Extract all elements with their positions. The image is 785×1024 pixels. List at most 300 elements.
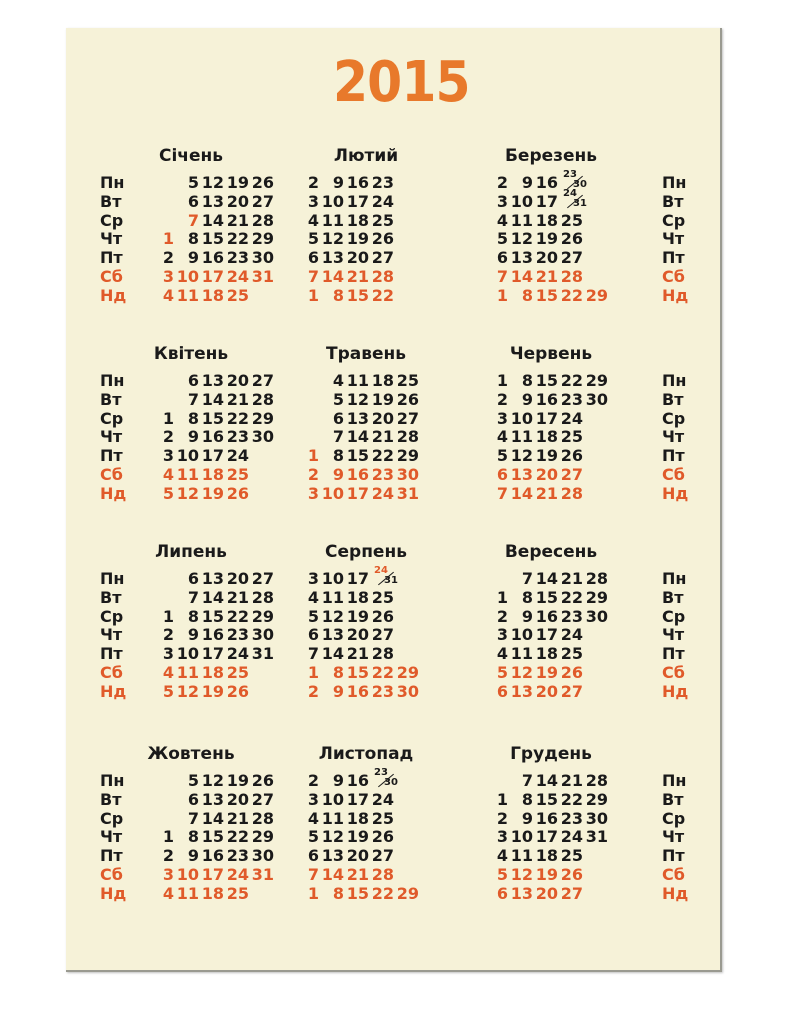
- month-block: [100, 344, 296, 514]
- calendar-day: 28: [251, 210, 274, 230]
- split-date-bottom: 30: [573, 179, 587, 190]
- calendar-day: 12: [201, 173, 224, 192]
- calendar-day: 10: [510, 827, 533, 847]
- calendar-day: 3: [496, 408, 508, 428]
- calendar-day: 8: [521, 285, 533, 305]
- calendar-day: 29: [396, 883, 419, 903]
- calendar-day: 28: [560, 483, 583, 503]
- calendar-day: 17: [201, 446, 224, 466]
- month-block: [291, 744, 471, 914]
- calendar-day: 29: [251, 606, 274, 626]
- weekday-label: Ср: [100, 808, 124, 828]
- weekday-label: Пн: [662, 371, 687, 390]
- calendar-day: 16: [346, 771, 369, 790]
- calendar-day: 5: [187, 771, 199, 790]
- weekday-label: Пт: [662, 846, 685, 866]
- calendar-day: 27: [251, 191, 274, 211]
- calendar-day: 26: [251, 771, 274, 790]
- calendar-day: 3: [307, 191, 319, 211]
- calendar-day: 23: [226, 625, 249, 645]
- calendar-day: 19: [201, 681, 224, 701]
- calendar-day: 24: [226, 644, 249, 664]
- calendar-day: 28: [396, 427, 419, 447]
- month-name: Червень: [509, 344, 593, 364]
- calendar-day: 11: [176, 663, 199, 682]
- calendar-day: 17: [346, 483, 369, 503]
- calendar-day: 12: [510, 446, 533, 466]
- calendar-day: 5: [307, 229, 319, 249]
- calendar-day: 6: [496, 883, 508, 903]
- calendar-day: 14: [321, 644, 344, 664]
- calendar-day: 3: [496, 191, 508, 211]
- calendar-day: 1: [162, 408, 174, 428]
- calendar-day: 11: [321, 808, 344, 828]
- split-date: [372, 767, 398, 791]
- calendar-day: 30: [251, 625, 274, 645]
- calendar-day: 1: [307, 285, 319, 305]
- calendar-day: 27: [251, 789, 274, 809]
- calendar-day: 19: [535, 663, 558, 682]
- weekday-label: Сб: [662, 465, 685, 484]
- calendar-day: 20: [346, 846, 369, 866]
- calendar-day: 17: [535, 191, 558, 211]
- calendar-day: 29: [585, 371, 608, 390]
- calendar-day: 1: [307, 883, 319, 903]
- calendar-day: 17: [201, 865, 224, 884]
- weekday-label: Пн: [662, 771, 687, 790]
- calendar-day: 2: [496, 808, 508, 828]
- calendar-day: 6: [496, 681, 508, 701]
- calendar-day: 29: [251, 229, 274, 249]
- calendar-day: 26: [396, 389, 419, 409]
- weekday-label: Пт: [100, 446, 123, 466]
- calendar-day: 22: [226, 827, 249, 847]
- calendar-day: 4: [162, 465, 174, 484]
- calendar-day: 28: [371, 267, 394, 286]
- weekday-label: Сб: [100, 465, 123, 484]
- calendar-day: 21: [346, 865, 369, 884]
- pocket-calendar-card: [66, 28, 722, 972]
- month-block: [100, 542, 296, 712]
- calendar-day: 18: [535, 427, 558, 447]
- calendar-day: 19: [346, 827, 369, 847]
- calendar-day: 25: [371, 587, 394, 607]
- calendar-day: 29: [396, 663, 419, 682]
- calendar-day: 26: [371, 827, 394, 847]
- weekday-label: Вт: [100, 587, 122, 607]
- calendar-day: 20: [226, 371, 249, 390]
- calendar-day: 9: [187, 846, 199, 866]
- calendar-day: 20: [535, 883, 558, 903]
- calendar-day: 21: [346, 267, 369, 286]
- calendar-day: 24: [560, 408, 583, 428]
- calendar-day: 17: [346, 569, 369, 588]
- weekday-label: Нд: [662, 681, 689, 701]
- calendar-day: 7: [307, 267, 319, 286]
- weekday-label: Нд: [100, 285, 127, 305]
- weekday-label: Пн: [100, 569, 125, 588]
- calendar-day: 15: [346, 285, 369, 305]
- weekday-label: Вт: [662, 587, 684, 607]
- calendar-day: 27: [251, 371, 274, 390]
- weekday-label: Ср: [662, 210, 686, 230]
- calendar-day: 7: [521, 569, 533, 588]
- calendar-day: 20: [535, 248, 558, 268]
- calendar-day: 15: [535, 587, 558, 607]
- calendar-day: 20: [535, 681, 558, 701]
- calendar-day: 24: [226, 267, 249, 286]
- calendar-day: 15: [201, 606, 224, 626]
- calendar-day: 18: [535, 210, 558, 230]
- calendar-day: 13: [510, 883, 533, 903]
- calendar-day: 3: [162, 446, 174, 466]
- calendar-day: 28: [585, 771, 608, 790]
- calendar-day: 9: [332, 465, 344, 484]
- calendar-day: 2: [496, 389, 508, 409]
- calendar-day: 12: [321, 827, 344, 847]
- calendar-day: 20: [346, 248, 369, 268]
- calendar-day: 1: [496, 285, 508, 305]
- calendar-day: 16: [535, 606, 558, 626]
- calendar-day: 12: [176, 681, 199, 701]
- split-date-bottom: 31: [384, 575, 398, 586]
- calendar-day: 5: [496, 229, 508, 249]
- calendar-day: 4: [307, 587, 319, 607]
- weekday-label: Ср: [662, 606, 686, 626]
- calendar-day: 15: [201, 229, 224, 249]
- calendar-day: 2: [162, 625, 174, 645]
- calendar-day: 11: [510, 210, 533, 230]
- calendar-day: 23: [371, 465, 394, 484]
- calendar-day: 25: [226, 465, 249, 484]
- calendar-day: 10: [510, 408, 533, 428]
- calendar-day: 9: [521, 389, 533, 409]
- calendar-day: 13: [321, 625, 344, 645]
- calendar-day: 22: [560, 371, 583, 390]
- calendar-day: 19: [535, 865, 558, 884]
- calendar-day: 7: [187, 587, 199, 607]
- weekday-label: Нд: [662, 883, 689, 903]
- month-name: Січень: [159, 146, 223, 166]
- calendar-day: 25: [560, 427, 583, 447]
- weekday-label: Вт: [662, 191, 684, 211]
- split-date-bottom: 30: [384, 777, 398, 788]
- calendar-day: 8: [332, 663, 344, 682]
- calendar-day: 18: [535, 644, 558, 664]
- weekday-label: Сб: [100, 663, 123, 682]
- calendar-day: 20: [346, 625, 369, 645]
- calendar-day: 30: [251, 427, 274, 447]
- calendar-day: 2: [307, 771, 319, 790]
- calendar-day: 30: [396, 681, 419, 701]
- calendar-day: 9: [521, 606, 533, 626]
- calendar-day: 16: [346, 465, 369, 484]
- month-name: Квітень: [153, 344, 229, 364]
- weekday-label: Чт: [100, 229, 123, 249]
- calendar-day: 23: [371, 173, 394, 192]
- calendar-day: 17: [535, 827, 558, 847]
- calendar-day: 20: [226, 569, 249, 588]
- month-block: [476, 344, 689, 514]
- calendar-day: 22: [226, 606, 249, 626]
- weekday-label: Чт: [662, 625, 685, 645]
- calendar-day: 15: [535, 285, 558, 305]
- calendar-day: 29: [585, 789, 608, 809]
- month-block: [291, 146, 471, 316]
- calendar-day: 30: [251, 248, 274, 268]
- calendar-day: 1: [162, 606, 174, 626]
- weekday-label: Вт: [100, 191, 122, 211]
- weekday-label: Сб: [100, 865, 123, 884]
- calendar-day: 9: [187, 427, 199, 447]
- calendar-day: 9: [521, 808, 533, 828]
- split-date: [561, 187, 587, 212]
- calendar-day: 4: [307, 808, 319, 828]
- calendar-day: 10: [321, 483, 344, 503]
- calendar-day: 24: [371, 191, 394, 211]
- calendar-day: 25: [371, 808, 394, 828]
- calendar-day: 4: [307, 210, 319, 230]
- calendar-day: 31: [585, 827, 608, 847]
- calendar-day: 17: [201, 644, 224, 664]
- calendar-day: 1: [307, 663, 319, 682]
- calendar-day: 24: [560, 625, 583, 645]
- calendar-day: 27: [560, 248, 583, 268]
- month-block: [291, 542, 471, 712]
- calendar-day: 22: [560, 789, 583, 809]
- calendar-day: 16: [535, 173, 558, 192]
- month-name: Лютий: [333, 146, 399, 166]
- calendar-day: 30: [585, 808, 608, 828]
- calendar-day: 3: [162, 644, 174, 664]
- calendar-day: 14: [535, 569, 558, 588]
- calendar-day: 24: [371, 789, 394, 809]
- calendar-day: 25: [226, 663, 249, 682]
- calendar-day: 9: [187, 248, 199, 268]
- calendar-day: 14: [201, 210, 224, 230]
- calendar-day: 28: [585, 569, 608, 588]
- calendar-day: 23: [560, 389, 583, 409]
- calendar-day: 29: [585, 285, 608, 305]
- month-name: Липень: [155, 542, 227, 562]
- calendar-day: 30: [251, 846, 274, 866]
- calendar-day: 8: [187, 229, 199, 249]
- calendar-day: 31: [251, 865, 274, 884]
- weekday-label: Пн: [100, 371, 125, 390]
- calendar-day: 20: [371, 408, 394, 428]
- calendar-day: 5: [162, 483, 174, 503]
- calendar-day: 1: [496, 371, 508, 390]
- weekday-label: Нд: [100, 483, 127, 503]
- calendar-day: 4: [496, 210, 508, 230]
- calendar-day: 2: [162, 248, 174, 268]
- calendar-day: 5: [496, 663, 508, 682]
- year-title: 2015: [333, 50, 470, 115]
- calendar-day: 3: [307, 483, 319, 503]
- calendar-day: 13: [201, 789, 224, 809]
- calendar-day: 13: [510, 465, 533, 484]
- calendar-day: 5: [332, 389, 344, 409]
- calendar-day: 19: [346, 606, 369, 626]
- calendar-day: 2: [162, 427, 174, 447]
- calendar-day: 26: [251, 173, 274, 192]
- calendar-day: 25: [560, 644, 583, 664]
- calendar-day: 27: [251, 569, 274, 588]
- calendar-day: 17: [346, 789, 369, 809]
- month-name: Березень: [504, 146, 598, 166]
- calendar-day: 8: [187, 408, 199, 428]
- calendar-day: 20: [226, 191, 249, 211]
- calendar-day: 27: [371, 846, 394, 866]
- calendar-day: 23: [371, 681, 394, 701]
- calendar-day: 3: [496, 625, 508, 645]
- split-date: [372, 565, 398, 589]
- calendar-day: 28: [371, 865, 394, 884]
- calendar-day: 26: [560, 865, 583, 884]
- split-date-bottom: 31: [573, 197, 587, 209]
- weekday-label: Нд: [100, 681, 127, 701]
- calendar-day: 26: [371, 229, 394, 249]
- calendar-day: 21: [560, 771, 583, 790]
- calendar-day: 8: [332, 446, 344, 466]
- calendar-day: 2: [307, 681, 319, 701]
- calendar-day: 18: [346, 210, 369, 230]
- month-name: Вересень: [504, 542, 598, 562]
- calendar-day: 22: [226, 229, 249, 249]
- calendar-day: 25: [226, 285, 249, 305]
- calendar-day: 21: [371, 427, 394, 447]
- calendar-day: 24: [371, 483, 394, 503]
- calendar-day: 7: [496, 483, 508, 503]
- calendar-day: 22: [560, 285, 583, 305]
- calendar-day: 13: [321, 846, 344, 866]
- weekday-label: Ср: [100, 606, 124, 626]
- calendar-day: 11: [176, 883, 199, 903]
- weekday-label: Сб: [662, 267, 685, 286]
- calendar-day: 15: [201, 827, 224, 847]
- calendar-day: 18: [346, 587, 369, 607]
- month-name: Жовтень: [147, 744, 235, 764]
- calendar-day: 6: [332, 408, 344, 428]
- calendar-day: 6: [187, 191, 199, 211]
- calendar-day: 22: [371, 446, 394, 466]
- calendar-day: 27: [560, 465, 583, 484]
- calendar-day: 14: [201, 587, 224, 607]
- calendar-day: 11: [321, 210, 344, 230]
- split-date-top: 24: [563, 187, 577, 199]
- calendar-day: 13: [201, 371, 224, 390]
- calendar-day: 14: [510, 483, 533, 503]
- calendar-day: 21: [560, 569, 583, 588]
- calendar-day: 14: [510, 267, 533, 286]
- calendar-day: 4: [162, 285, 174, 305]
- month-name: Листопад: [318, 744, 414, 764]
- calendar-day: 29: [585, 587, 608, 607]
- calendar-day: 15: [535, 789, 558, 809]
- calendar-day: 16: [201, 427, 224, 447]
- calendar-day: 11: [510, 427, 533, 447]
- calendar-day: 19: [226, 173, 249, 192]
- weekday-label: Пн: [100, 173, 125, 192]
- calendar-day: 22: [371, 663, 394, 682]
- calendar-day: 2: [162, 846, 174, 866]
- calendar-day: 11: [346, 371, 369, 390]
- calendar-day: 10: [321, 569, 344, 588]
- calendar-day: 2: [307, 173, 319, 192]
- calendar-day: 31: [396, 483, 419, 503]
- calendar-day: 30: [585, 389, 608, 409]
- calendar-day: 4: [162, 663, 174, 682]
- weekday-label: Пн: [100, 771, 125, 790]
- calendar-day: 26: [226, 483, 249, 503]
- calendar-day: 28: [371, 644, 394, 664]
- calendar-day: 15: [346, 446, 369, 466]
- calendar-day: 1: [496, 789, 508, 809]
- weekday-label: Пт: [100, 644, 123, 664]
- calendar-day: 12: [510, 663, 533, 682]
- calendar-day: 12: [201, 771, 224, 790]
- calendar-day: 25: [396, 371, 419, 390]
- calendar-day: 6: [187, 789, 199, 809]
- calendar-day: 10: [321, 191, 344, 211]
- calendar-day: 9: [521, 173, 533, 192]
- calendar-day: 15: [201, 408, 224, 428]
- calendar-day: 6: [496, 465, 508, 484]
- calendar-day: 9: [332, 771, 344, 790]
- calendar-day: 12: [321, 606, 344, 626]
- calendar-day: 6: [187, 371, 199, 390]
- weekday-label: Ср: [662, 808, 686, 828]
- calendar-day: 12: [510, 229, 533, 249]
- calendar-day: 30: [396, 465, 419, 484]
- weekday-label: Ср: [662, 408, 686, 428]
- calendar-day: 28: [251, 808, 274, 828]
- calendar-day: 5: [162, 681, 174, 701]
- calendar-day: 28: [251, 587, 274, 607]
- weekday-label: Чт: [100, 827, 123, 847]
- calendar-day: 11: [176, 285, 199, 305]
- calendar-day: 6: [187, 569, 199, 588]
- calendar-day: 23: [226, 427, 249, 447]
- calendar-day: 2: [496, 173, 508, 192]
- weekday-label: Нд: [662, 483, 689, 503]
- calendar-day: 8: [521, 789, 533, 809]
- calendar-day: 7: [187, 210, 199, 230]
- calendar-day: 12: [346, 389, 369, 409]
- calendar-day: 18: [201, 465, 224, 484]
- calendar-day: 16: [535, 808, 558, 828]
- calendar-day: 4: [496, 644, 508, 664]
- calendar-day: 19: [346, 229, 369, 249]
- calendar-day: 7: [187, 389, 199, 409]
- calendar-day: 9: [332, 173, 344, 192]
- calendar-day: 22: [371, 285, 394, 305]
- calendar-day: 7: [307, 644, 319, 664]
- weekday-label: Нд: [662, 285, 689, 305]
- weekday-label: Чт: [662, 427, 685, 447]
- weekday-label: Пт: [662, 644, 685, 664]
- weekday-label: Ср: [100, 408, 124, 428]
- calendar-day: 3: [307, 789, 319, 809]
- weekday-label: Ср: [100, 210, 124, 230]
- calendar-day: 4: [332, 371, 344, 390]
- calendar-day: 28: [560, 267, 583, 286]
- calendar-day: 25: [560, 210, 583, 230]
- weekday-label: Сб: [662, 865, 685, 884]
- month-block: [476, 146, 689, 316]
- calendar-day: 15: [535, 371, 558, 390]
- calendar-day: 11: [176, 465, 199, 484]
